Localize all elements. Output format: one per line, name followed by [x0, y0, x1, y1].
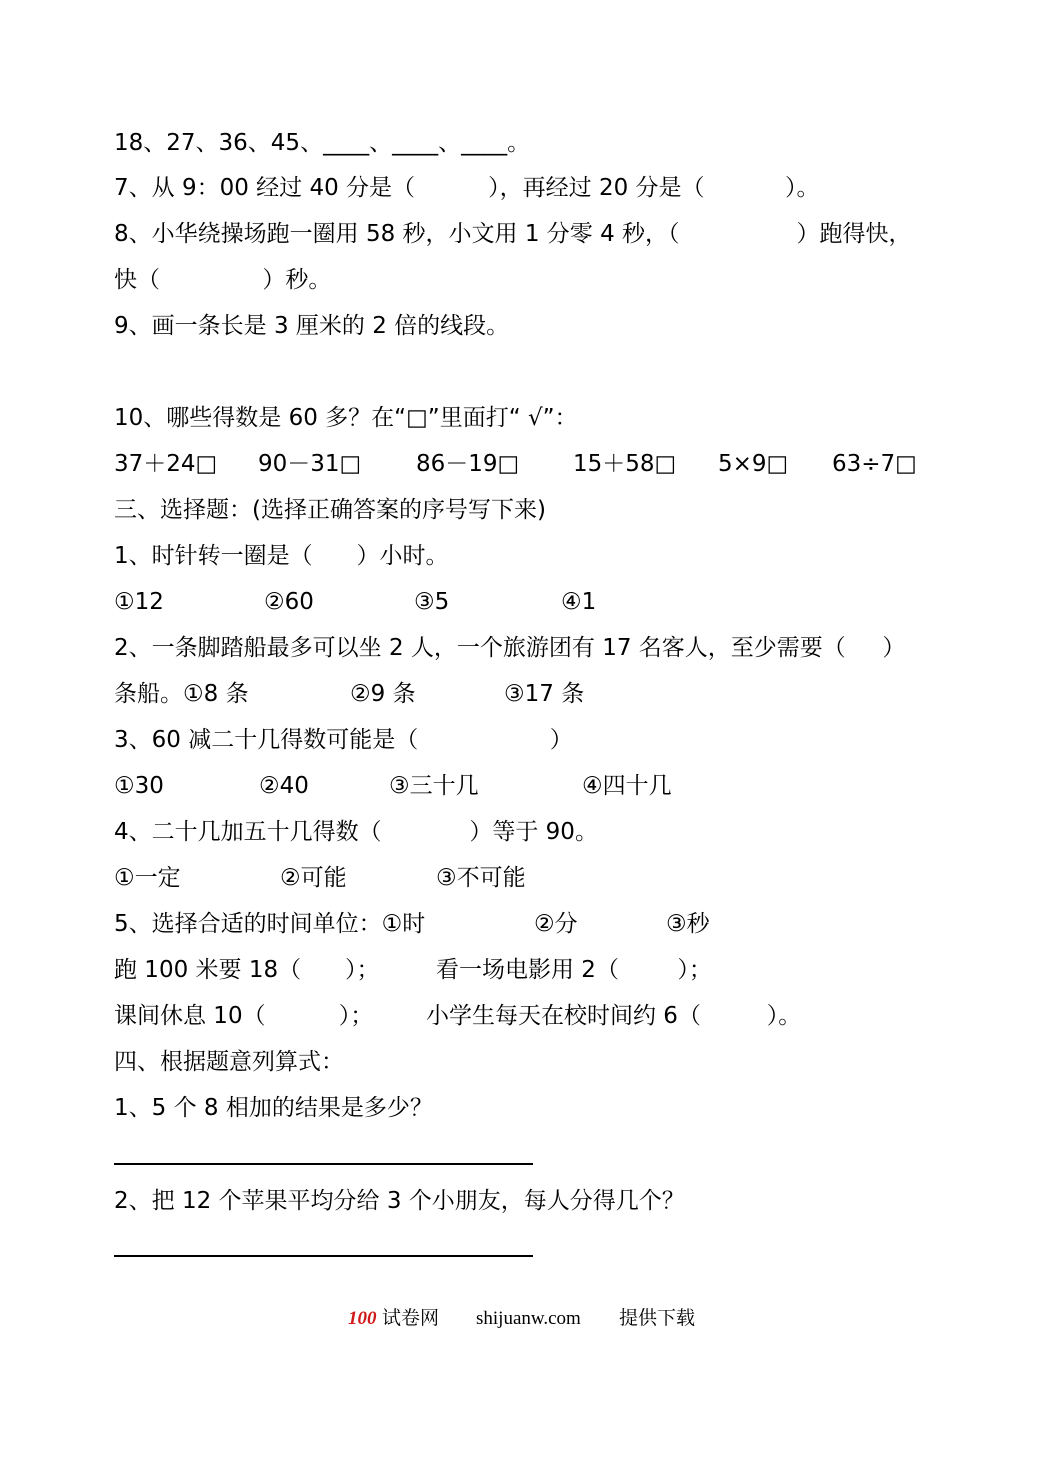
- s4-q1: 1、5 个 8 相加的结果是多少？: [114, 1095, 433, 1121]
- q10-options: [114, 449, 934, 479]
- option-item: 63÷7□: [832, 451, 917, 477]
- option-item: 37＋24□: [114, 451, 218, 477]
- c2-options: [114, 679, 714, 709]
- answer-line: [114, 1255, 533, 1257]
- option-item: ②9 条: [350, 681, 416, 707]
- option-item: 5×9□: [718, 451, 789, 477]
- answer-line: [114, 1163, 533, 1165]
- option-item: ①一定: [114, 865, 181, 891]
- option-item: ②分: [534, 911, 578, 937]
- logo-100: 100: [348, 1308, 377, 1329]
- c5-item: 课间休息 10（ ）；: [114, 1003, 374, 1029]
- option-item: ③17 条: [504, 681, 585, 707]
- q9-draw-segment: 9、画一条长是 3 厘米的 2 倍的线段。: [114, 313, 510, 339]
- section-4-title: 四、根据题意列算式：: [114, 1049, 344, 1075]
- option-item: ②60: [264, 589, 314, 615]
- c4-options: [114, 863, 714, 893]
- option-item: ②可能: [280, 865, 347, 891]
- q8-running: 8、小华绕操场跑一圈用 58 秒，小文用 1 分零 4 秒，（ ）跑得快，: [114, 221, 912, 247]
- c1-question: 1、时针转一圈是（ ）小时。: [114, 543, 449, 569]
- s4-q2: 2、把 12 个苹果平均分给 3 个小朋友，每人分得几个？: [114, 1188, 685, 1214]
- option-item: 90－31□: [258, 451, 362, 477]
- option-item: 15＋58□: [573, 451, 677, 477]
- c5-question: [114, 909, 814, 939]
- option-item: ②40: [259, 773, 309, 799]
- c5-item: 看一场电影用 2（ ）；: [436, 957, 712, 983]
- section-3-title: 三、选择题：(选择正确答案的序号写下来): [114, 497, 546, 523]
- option-item: 86－19□: [416, 451, 520, 477]
- option-item: ③不可能: [436, 865, 526, 891]
- c5-row1: [114, 955, 814, 985]
- option-item: ③三十几: [389, 773, 479, 799]
- option-item: ④四十几: [582, 773, 672, 799]
- option-item: ③5: [414, 589, 450, 615]
- q-sequence: 18、27、36、45、____、____、____。: [114, 130, 531, 156]
- q7-time: 7、从 9：00 经过 40 分是（ ），再经过 20 分是（ ）。: [114, 175, 820, 201]
- c5-prompt: 5、选择合适的时间单位：①时: [114, 911, 426, 937]
- c5-row2: [114, 1001, 894, 1031]
- c5-item: 小学生每天在校时间约 6（ ）。: [426, 1003, 802, 1029]
- c3-question: 3、60 减二十几得数可能是（ ）: [114, 727, 573, 753]
- c1-options: [114, 587, 714, 617]
- c2-question: 2、一条脚踏船最多可以坐 2 人，一个旅游团有 17 名客人，至少需要（ ）: [114, 635, 906, 661]
- option-item: ①12: [114, 589, 164, 615]
- q8-continued: 快（ ）秒。: [114, 267, 332, 293]
- option-item: 条船。①8 条: [114, 681, 249, 707]
- footer-site[interactable]: shijuanw.com: [476, 1308, 581, 1329]
- option-item: ①30: [114, 773, 164, 799]
- option-item: ③秒: [666, 911, 710, 937]
- c5-item: 跑 100 米要 18（ ）；: [114, 957, 380, 983]
- c4-question: 4、二十几加五十几得数（ ）等于 90。: [114, 819, 598, 845]
- footer-provide: 提供下载: [619, 1308, 696, 1329]
- q10-title: 10、哪些得数是 60 多？在“□”里面打“ √”：: [114, 405, 578, 431]
- footer-brand: 试卷网: [382, 1308, 440, 1329]
- c3-options: [114, 771, 714, 801]
- footer: [0, 1306, 1044, 1336]
- option-item: ④1: [561, 589, 597, 615]
